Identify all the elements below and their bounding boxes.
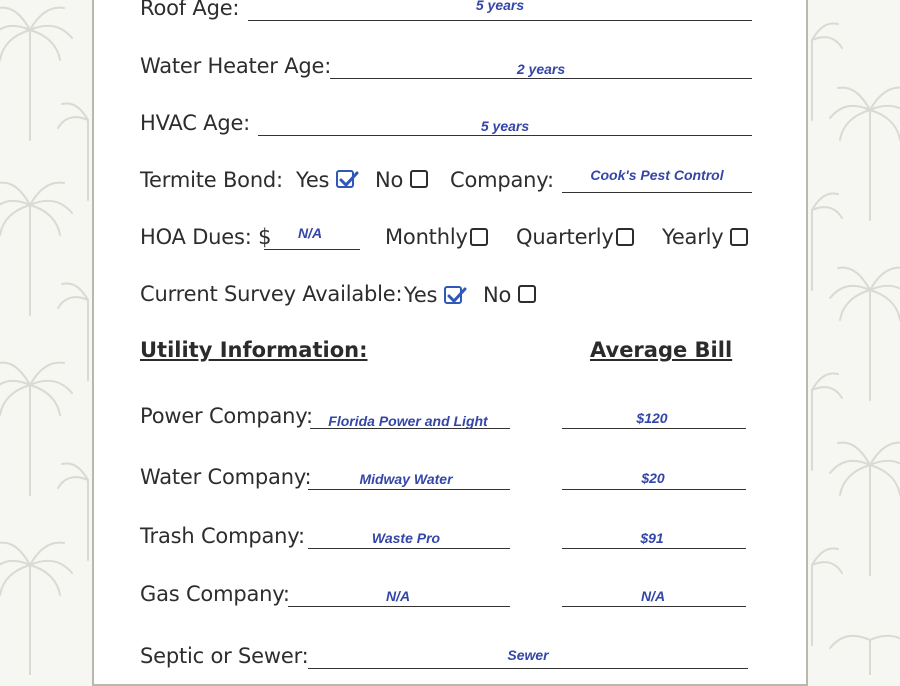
survey-yes-label: Yes <box>404 283 438 307</box>
gas-bill-field[interactable]: N/A <box>640 588 666 604</box>
hvac-age-label: HVAC Age: <box>140 111 251 135</box>
utility-row-gas <box>140 580 760 616</box>
power-company-field[interactable]: Florida Power and Light <box>328 413 488 429</box>
quarterly-label: Quarterly <box>516 225 614 249</box>
termite-no-label: No <box>375 168 404 192</box>
gas-bill-line <box>562 606 746 607</box>
water-company-label: Water Company: <box>140 465 312 489</box>
termite-no-checkbox[interactable] <box>410 170 428 188</box>
survey-no-checkbox[interactable] <box>518 285 536 303</box>
yearly-checkbox[interactable] <box>730 228 748 246</box>
hvac-age-row <box>140 109 760 145</box>
average-bill-heading: Average Bill <box>590 338 733 362</box>
checkmark-icon <box>338 169 360 191</box>
water-heater-age-row <box>140 52 760 88</box>
water-bill-field[interactable]: $20 <box>641 470 665 486</box>
trash-company-label: Trash Company: <box>140 524 305 548</box>
hoa-dues-line <box>264 249 360 250</box>
quarterly-checkbox[interactable] <box>616 228 634 246</box>
monthly-label: Monthly <box>385 225 468 249</box>
trash-bill-line <box>562 548 746 549</box>
septic-label: Septic or Sewer: <box>140 644 309 668</box>
hvac-age-line <box>258 135 752 136</box>
palm-tree-icon <box>0 0 92 675</box>
water-bill-line <box>562 489 746 490</box>
trash-company-line <box>308 548 510 549</box>
termite-yes-label: Yes <box>296 168 330 192</box>
palm-tree-icon <box>808 0 900 675</box>
trash-company-field[interactable]: Waste Pro <box>371 530 441 546</box>
company-label: Company: <box>450 168 554 192</box>
water-company-field[interactable]: Midway Water <box>359 471 453 487</box>
monthly-checkbox[interactable] <box>470 228 488 246</box>
palm-pattern-right <box>808 0 900 675</box>
septic-line <box>308 668 748 669</box>
septic-field[interactable]: Sewer <box>507 647 549 663</box>
water-heater-age-field[interactable]: 2 years <box>516 61 566 77</box>
water-heater-age-line <box>330 78 752 79</box>
company-line <box>562 192 752 193</box>
termite-bond-row <box>140 166 760 202</box>
survey-yes-checkbox[interactable] <box>444 286 462 304</box>
gas-company-label: Gas Company: <box>140 582 290 606</box>
water-heater-age-label: Water Heater Age: <box>140 54 332 78</box>
yearly-label: Yearly <box>662 225 724 249</box>
palm-pattern-left <box>0 0 92 675</box>
survey-row <box>140 280 760 316</box>
utility-row-water <box>140 463 760 499</box>
gas-company-field[interactable]: N/A <box>385 588 411 604</box>
water-company-line <box>308 489 510 490</box>
hoa-dues-field[interactable]: N/A <box>297 225 323 241</box>
termite-yes-checkbox[interactable] <box>336 170 354 188</box>
survey-label: Current Survey Available: <box>140 282 403 306</box>
roof-age-row <box>140 0 760 30</box>
septic-row <box>140 642 760 678</box>
power-bill-field[interactable]: $120 <box>636 410 668 426</box>
form-sheet <box>92 0 808 686</box>
power-bill-line <box>562 428 746 429</box>
power-company-label: Power Company: <box>140 404 313 428</box>
roof-age-line <box>248 20 752 21</box>
gas-company-line <box>288 606 510 607</box>
utility-information-heading: Utility Information: <box>140 338 368 362</box>
termite-bond-label: Termite Bond: <box>140 168 283 192</box>
utility-row-trash <box>140 522 760 558</box>
roof-age-field[interactable]: 5 years <box>475 0 525 13</box>
hoa-dues-row <box>140 223 760 259</box>
utility-row-power <box>140 402 760 438</box>
roof-age-label: Roof Age: <box>140 0 240 20</box>
hvac-age-field[interactable]: 5 years <box>480 118 530 134</box>
survey-no-label: No <box>483 283 512 307</box>
trash-bill-field[interactable]: $91 <box>640 530 664 546</box>
checkmark-icon <box>446 285 468 307</box>
company-field[interactable]: Cook's Pest Control <box>590 167 724 183</box>
hoa-dues-label: HOA Dues: $ <box>140 225 272 249</box>
